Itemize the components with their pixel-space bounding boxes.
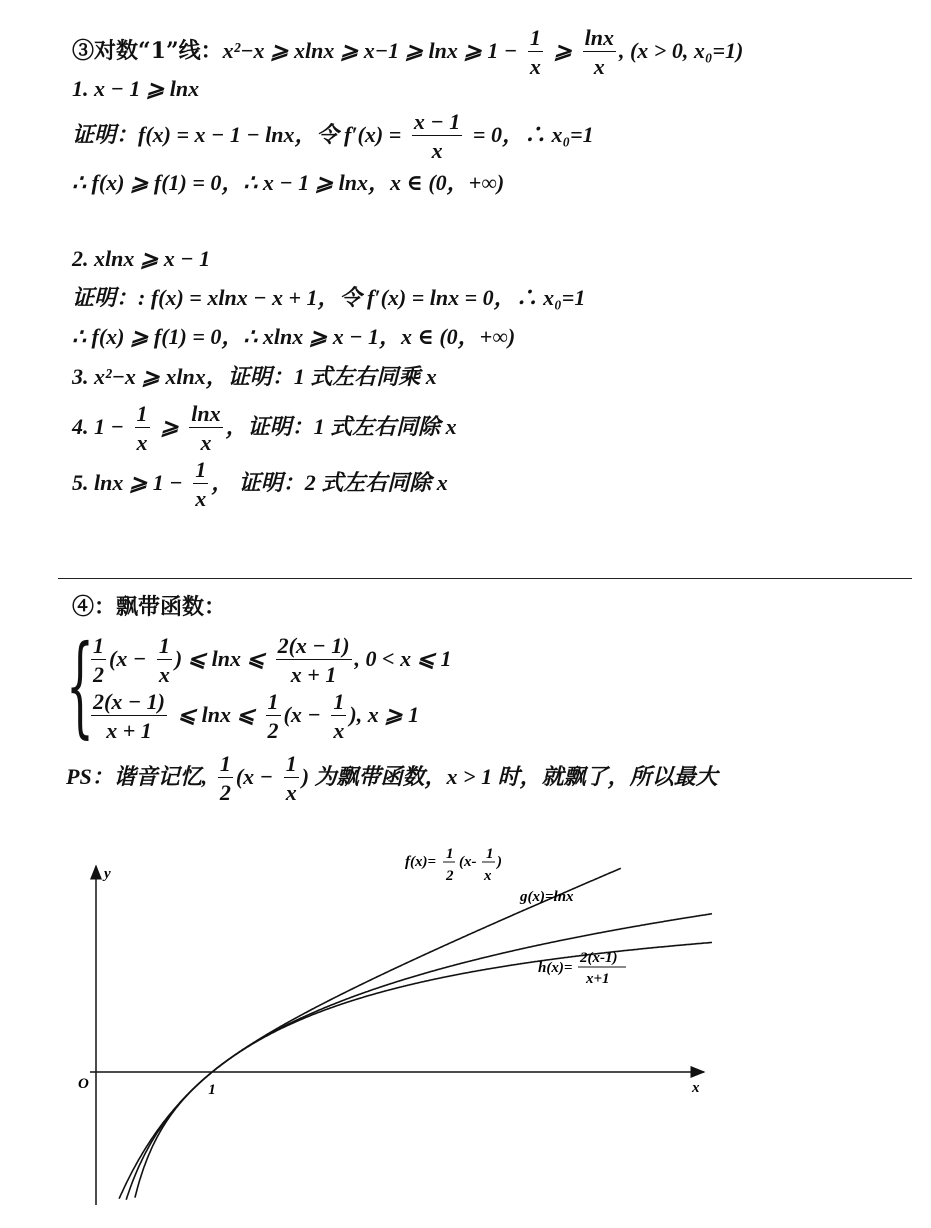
label-f-frac-den: 2 [446,868,454,884]
section3-title: ③对数“1”线： [72,38,223,65]
geq-sign: ⩾ [160,414,179,440]
label-f-post: (x- [459,854,477,870]
label-f-frac2-num: 1 [486,846,494,862]
ps-note: PS：谐音记忆, $\frac{1}{2}$ (x − $\frac{1}{x}$ ) 为飘带函数，x > 1 时，就飘了，所以最大 [66,751,718,806]
item5: 5. lnx ⩾ 1 − $\frac{1}{x}$ ， 证明：2 式左右同除 x [72,457,448,512]
fraction-h: $\frac{2(x - 1)}{x + 1}$ [93,689,165,744]
x-tick-1: 1 [208,1081,216,1098]
label-f-prefix: f(x)= [405,854,437,870]
label-h-prefix: h(x)= [538,960,573,976]
item1-conclusion: ∴ f(x) ⩾ f(1) = 0，∴ x − 1 ⩾ lnx，x ∈ (0，+∞) [72,170,505,195]
left-brace: { [66,621,94,749]
item1-proof: 证明：f(x) = x − 1 − lnx，令 f′(x) = $\frac{x - 1}{x}$ = 0，∴ x₀=1 [72,109,594,164]
fraction-1-over-x: $\frac{1}{x}$ [333,689,345,744]
fraction-h: $\frac{2(x - 1)}{x + 1}$ [277,633,350,688]
inequality-row-2: $\frac{2(x - 1)}{x + 1}$ ⩽ lnx ⩽ $\frac{1}{2}$ (x − $\frac{1}{x}$ ), x ⩾ 1 [93,689,420,744]
fraction-half: $\frac{1}{2}$ [219,751,231,806]
label-h-frac-num: 2(x-1) [580,950,618,966]
label-h-frac-den: x+1 [586,971,610,987]
item1-title: 1. x − 1 ⩾ lnx [72,76,200,101]
label-f-frac-num: 1 [446,846,454,862]
item3: 3. x²−x ⩾ xlnx，证明：1 式左右同乘 x [72,364,437,389]
inequality-row-1: $\frac{1}{2}$ (x − $\frac{1}{x}$ ) ⩽ lnx ⩽ $\frac{2(x - 1)}{x + 1}$ , 0 < x ⩽ 1 [93,633,452,688]
fraction-half: $\frac{1}{2}$ [93,633,104,688]
fraction-lnx-over-x: $\frac{\ln x}{x}$ [191,401,221,456]
fraction-1-over-x: $\frac{1}{x}$ [529,25,541,80]
origin-label: O [78,1075,89,1092]
item2-conclusion: ∴ f(x) ⩾ f(1) = 0，∴ xlnx ⩾ x − 1，x ∈ (0，+∞) [72,324,516,349]
fraction-1-over-x: $\frac{1}{x}$ [158,633,170,688]
fraction-1-over-x: $\frac{1}{x}$ [285,751,297,806]
fraction-derivative: $\frac{x - 1}{x}$ [413,109,461,164]
fraction-lnx-over-x: $\frac{\ln x}{x}$ [584,25,614,80]
section3-chain: x²−x ⩾ xlnx ⩾ x−1 ⩾ lnx ⩾ 1 − [222,38,518,64]
fraction-1-over-x: $\frac{1}{x}$ [136,401,148,456]
label-g: g(x)=lnx [520,889,574,905]
label-f-end: ) [497,854,502,870]
fraction-1-over-x: $\frac{1}{x}$ [195,457,207,512]
fraction-half: $\frac{1}{2}$ [267,689,279,744]
section3-condition: , (x > 0, x₀=1) [618,38,744,64]
section4-title: ④：飘带函数： [72,594,227,620]
x-axis-label: x [692,1079,700,1096]
item2-title: 2. xlnx ⩾ x − 1 [72,246,211,271]
label-f-frac2-den: x [484,868,492,884]
geq-sign: ⩾ [553,38,572,64]
item2-proof: 证明：: f(x) = xlnx − x + 1，令 f′(x) = lnx = 0，∴ x₀=1 [72,285,586,310]
curve-hx [119,943,712,1199]
item4: 4. 1 − $\frac{1}{x}$ ⩾ $\frac{\ln x}{x}$ ，证明：1 式左右同除 x [72,401,457,456]
curve-fx [135,868,621,1197]
y-axis-label: y [104,866,111,882]
